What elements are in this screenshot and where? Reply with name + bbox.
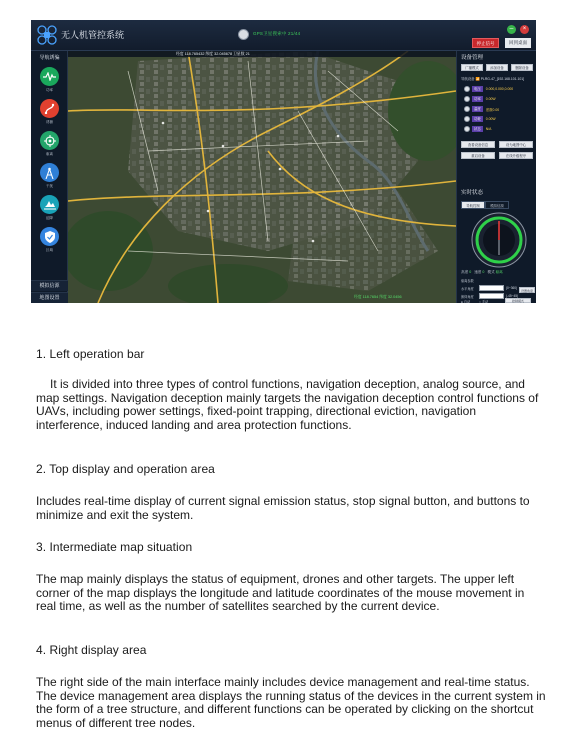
route-icon [40, 99, 59, 118]
realtime-status-header: 实时状态 [461, 190, 484, 196]
tab-navigation-control[interactable]: 导航控制 [461, 201, 485, 209]
section-3-heading: 3. Intermediate map situation [36, 540, 193, 554]
toggle-knob[interactable] [464, 96, 470, 102]
satellite-icon [238, 29, 249, 40]
nav-header: 导航诱骗 [39, 55, 60, 61]
section-4-body: The right side of the main interface mainly includes device management and real-time status. The device management area displays the running status of the devices in the current system in the form of a tree structure, and different functions can be operated by clicking on the shortcut menus of different tree nodes. [36, 675, 546, 730]
tower-icon: 📶 [475, 77, 480, 81]
device-tree-node[interactable]: 导航设备 📶 PLRG-47_[192.168.101.101] [461, 77, 525, 81]
section-3-body: The map mainly displays the status of equipment, drones and other targets. The upper left corner of the map displays the longitude and latitude coordinates of the mouse movement in real time, as well as the number of satellites searched by the current device. [36, 572, 525, 614]
section-1-heading: 1. Left operation bar [36, 347, 145, 361]
tab-simulated-source[interactable]: 模拟信源 [485, 201, 509, 209]
horizontal-angle-label: 水平角度 [461, 287, 474, 291]
status-row-consumption: 功耗 0.00W [464, 115, 496, 123]
horizontal-angle-range: (0~360) [506, 286, 518, 290]
compass-icon [470, 211, 528, 269]
title-bar [31, 20, 536, 51]
auto-radio[interactable]: ● 自动 [461, 300, 471, 303]
toggle-knob[interactable] [464, 86, 470, 92]
horizontal-angle-input[interactable] [479, 285, 504, 291]
minimize-button[interactable]: – [507, 25, 516, 34]
view-device-info-button[interactable]: 查看设备信息 [461, 141, 495, 148]
toggle-knob[interactable] [464, 106, 470, 112]
landing-icon [40, 195, 59, 214]
nav-item-area[interactable]: 区域 [35, 227, 64, 253]
broadcast-mode-button[interactable]: 广播模式 [461, 64, 483, 71]
manual-radio[interactable]: ○ 手动 [479, 300, 489, 303]
signal-status: GPS卫星搜索中 21/44 [253, 31, 301, 36]
status-row-power: 功率 0.00W [464, 95, 496, 103]
section-2-body: Includes real-time display of current signal emission status, stop signal button, and buttons to minimize and exit the system. [36, 494, 530, 522]
add-device-button[interactable]: 添加设备 [486, 64, 508, 71]
pulse-icon [40, 67, 59, 86]
toggle-knob[interactable] [464, 126, 470, 132]
status-row-state: 状态 N/A [464, 125, 491, 133]
realtime-tabs [461, 201, 533, 209]
stop-signal-button[interactable]: 停止信号 [472, 38, 499, 48]
left-operation-bar [31, 51, 68, 303]
pitch-angle-label: 俯仰角度 [461, 295, 474, 299]
pitch-angle-range: (-45~45) [506, 294, 519, 298]
device-management-header: 设备管理 [461, 55, 484, 61]
realtime-stats: 高度 0 速度 0 模式 驱离 [461, 270, 503, 274]
right-display-area [456, 51, 536, 303]
app-title: 无人机管控系统 [61, 31, 125, 41]
nav-item-landing[interactable]: 迫降 [35, 195, 64, 221]
shield-icon [40, 227, 59, 246]
nav-map-settings[interactable]: 地图设置 [31, 292, 68, 303]
antenna-icon [40, 163, 59, 182]
nav-item-trap[interactable]: 诱捕 [35, 99, 64, 125]
mouse-coordinates: 经度 118.765432 纬度 32.045678 卫星数 21 [176, 52, 250, 56]
section-4-heading: 4. Right display area [36, 643, 147, 657]
app-screenshot [31, 20, 536, 303]
set-angle-button[interactable]: 设置角度 [520, 289, 533, 293]
restart-device-button[interactable]: 重启设备 [461, 152, 495, 159]
close-button[interactable]: × [520, 25, 529, 34]
status-row-voltage: 电压 0.000,0.000,0.000 [464, 85, 513, 93]
online-upgrade-button[interactable]: 在线升级程序 [499, 152, 533, 159]
drone-logo-icon [36, 24, 58, 46]
map-view[interactable] [68, 51, 456, 303]
status-row-temperature: 温度 度数0.00 [464, 105, 499, 113]
delete-device-button[interactable]: 删除设备 [511, 64, 533, 71]
control-mode-button[interactable]: 控制模式 [505, 298, 531, 303]
section-2-heading: 2. Top display and operation area [36, 462, 215, 476]
satellite-map [68, 51, 456, 303]
nav-item-evict[interactable]: 驱离 [35, 131, 64, 157]
section-1-body: It is divided into three types of control functions, navigation deception, analog source, and map settings. Navigation deception mainly targets the navigation deception control functions of UAVs, including power settings, fixed-point trapping, directional eviction, navigation interference, induced landing and area protection functions. [36, 377, 539, 432]
return-desktop-button[interactable]: 回到桌面 [505, 38, 531, 48]
toggle-knob[interactable] [464, 116, 470, 122]
map-info-strip [68, 51, 456, 57]
target-icon [40, 131, 59, 150]
map-coords-readout: 经度 118.7654 纬度 32.0456 [354, 295, 402, 299]
nav-simulated-source[interactable]: 模拟信源 [31, 280, 68, 291]
evict-settings-label: 驱离参数 [461, 279, 474, 283]
nav-item-interfere[interactable]: 干扰 [35, 163, 64, 189]
nav-item-power[interactable]: 功率 [35, 67, 64, 93]
set-map-center-button[interactable]: 设为地图中心 [499, 141, 533, 148]
